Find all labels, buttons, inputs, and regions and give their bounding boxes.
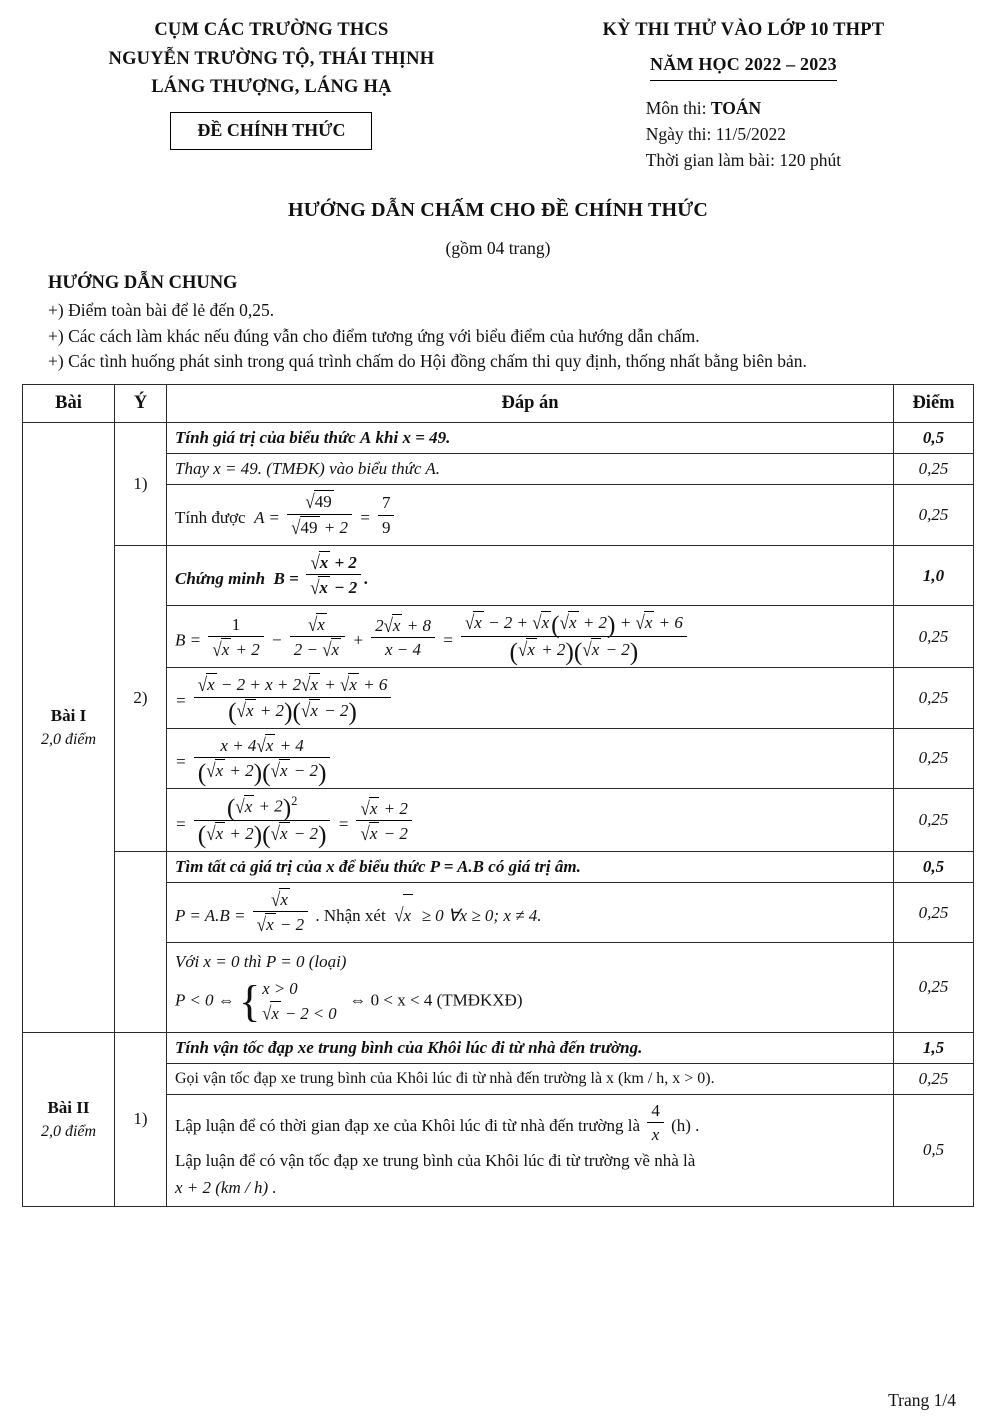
general-guide-title: HƯỚNG DẪN CHUNG: [48, 273, 238, 294]
answer-cell-heading-2: Chứng minh B = $\frac{√x + 2}{√x - 2}$ .: [167, 545, 894, 605]
answer-cell: [167, 606, 894, 668]
q3-note-cond: ≥ 0 ∀x ≥ 0; x ≠ 4.: [421, 905, 542, 925]
table-row: [23, 423, 974, 454]
q1-step-2: Tính được A = $\frac{√49}{√49 + 2}$ = $\frac{7}{9}$: [175, 490, 885, 539]
q4-step-2-expr: x + 2 (km / h) .: [175, 1178, 277, 1198]
answer-cell: [167, 1094, 894, 1207]
q3-note-text: . Nhận xét: [315, 905, 386, 925]
answer-key-table: [22, 384, 974, 1207]
q1-head-text: Tính giá trị của biểu thức: [175, 428, 356, 448]
exam-date: Ngày thi: 11/5/2022: [645, 123, 787, 144]
school-cluster-line-1: CỤM CÁC TRƯỜNG THCS: [154, 20, 389, 40]
q1-head-when: khi: [375, 428, 399, 448]
score-cell: 0,5: [894, 1094, 974, 1207]
table-row: [23, 851, 974, 882]
score-cell: 1,5: [894, 1032, 974, 1063]
q3-step-2-line1: Với x = 0 thì P = 0 (loại): [175, 952, 347, 972]
exam-year: NĂM HỌC 2022 – 2023: [650, 51, 837, 81]
cell-bai-1: [23, 423, 115, 1032]
q1-head-var: A: [359, 428, 372, 448]
q4-step-1-text: Lập luận để có thời gian đạp xe của Khôi lúc đi từ nhà đến trường là: [175, 1115, 641, 1135]
school-cluster-line-3: LÁNG THƯỢNG, LÁNG HẠ: [151, 77, 392, 98]
page-count-note: (gồm 04 trang): [445, 238, 551, 259]
q2-step-1: B = $\frac{1}{√x + 2}$ − $\frac{√x}{2 - √x}$ + $\frac{2√x + 8}{x - 4}$ = $\frac{√x - 2 + √x(√x + 2) + √x + 6}{(√x + 2)(√x - 2)}$: [175, 611, 885, 662]
subject-line: [646, 95, 841, 121]
school-cluster-line-2: NGUYỄN TRƯỜNG TỘ, THÁI THỊNH: [108, 48, 435, 69]
answer-cell-heading-4: Tính vận tốc đạp xe trung bình của Khôi lúc đi từ nhà đến trường.: [167, 1032, 894, 1063]
q2-step-3: = $\frac{x + 4√x + 4}{(√x + 2)(√x - 2)}$: [175, 734, 885, 783]
cell-y-1-2: 2): [115, 545, 167, 851]
answer-cell: Gọi vận tốc đạp xe trung bình của Khôi lúc đi từ nhà đến trường là x (km / h, x > 0).: [167, 1063, 894, 1094]
table-row: [23, 1032, 974, 1063]
q2-step-2: = $\frac{√x - 2 + x + 2√x + √x + 6}{(√x + 2)(√x - 2)}$: [175, 673, 885, 722]
q3-conclusion: ⇔ 0 < x < 4 (TMĐKXĐ): [349, 990, 523, 1010]
answer-cell-heading-3: Tìm tất cả giá trị của x để biểu thức P = A.B có giá trị âm.: [167, 851, 894, 882]
column-header-y: Ý: [115, 385, 167, 423]
cell-y-1-1: 1): [115, 423, 167, 545]
exam-meta: [646, 95, 841, 174]
q4-step-1: Lập luận để có thời gian đạp xe của Khôi lúc đi từ nhà đến trường là $\frac{4}{x}$ (h) .: [175, 1100, 700, 1144]
answer-cell-heading-1: [167, 423, 894, 454]
subject-value: TOÁN: [710, 97, 762, 118]
general-guide-line-2: +) Các cách làm khác nếu đúng vẫn cho điểm tương ứng với biểu điểm của hướng dẫn chấm.: [48, 325, 700, 346]
score-cell: 0,25: [894, 943, 974, 1032]
general-guide-line-1: +) Điểm toàn bài để lẻ đến 0,25.: [48, 300, 275, 321]
bai-1-score: 2,0 điểm: [40, 731, 97, 749]
q2-step-4: = $\frac{(√x + 2)^2}{(√x + 2)(√x - 2)}$ = $\frac{√x + 2}{√x - 2}$: [175, 794, 885, 846]
score-cell: 0,25: [894, 668, 974, 728]
q3-step-2-line2: P < 0 ⇔ { x > 0 √x − 2 < 0 ⇔ 0 < x < 4 (TMĐKXĐ): [175, 977, 523, 1026]
answer-cell: [167, 882, 894, 942]
table-header-row: [23, 385, 974, 423]
column-header-dapan: Đáp án: [167, 385, 894, 423]
answer-cell: [167, 789, 894, 852]
score-cell: 0,25: [894, 882, 974, 942]
general-guide-section: [0, 273, 996, 374]
q2-head-text: Chứng minh: [175, 568, 266, 588]
answer-cell: [167, 668, 894, 728]
score-cell: 0,25: [894, 789, 974, 852]
answer-cell: [167, 485, 894, 545]
q1-step-1: Thay x = 49. (TMĐK) vào biểu thức A.: [175, 459, 441, 479]
score-cell: 0,25: [894, 728, 974, 788]
q1-step-2-text: Tính được: [175, 508, 246, 528]
answer-cell: [167, 943, 894, 1032]
score-cell: 1,0: [894, 545, 974, 605]
bai-2-score: 2,0 điểm: [40, 1123, 97, 1141]
table-row: [23, 545, 974, 605]
header-right-block: [517, 14, 970, 173]
q3-step-1: P = A.B = $\frac{√x}{√x - 2}$ . Nhận xét √x ≥ 0 ∀x ≥ 0; x ≠ 4.: [175, 888, 542, 936]
exam-duration: Thời gian làm bài: 120 phút: [645, 150, 842, 171]
q1-head-value: x = 49.: [402, 428, 451, 448]
score-cell: 0,25: [894, 606, 974, 668]
score-cell: 0,25: [894, 485, 974, 545]
score-cell: 0,5: [894, 851, 974, 882]
answer-cell: [167, 454, 894, 485]
exam-title: KỲ THI THỬ VÀO LỚP 10 THPT: [602, 20, 885, 40]
bai-2-label: Bài II: [47, 1097, 90, 1117]
exam-year-wrap: [517, 51, 970, 81]
cell-y-1-3: [115, 851, 167, 1032]
page-footer: Trang 1/4: [888, 1390, 956, 1410]
q4-step-1-unit: (h) .: [671, 1115, 700, 1135]
header-left-block: [26, 14, 517, 173]
cell-bai-2: [23, 1032, 115, 1207]
official-exam-badge: ĐỀ CHÍNH THỨC: [170, 112, 372, 150]
document-header: [0, 0, 996, 173]
column-header-diem: Điểm: [894, 385, 974, 423]
bai-1-label: Bài I: [50, 705, 87, 725]
score-cell: 0,25: [894, 454, 974, 485]
answer-cell: [167, 728, 894, 788]
score-cell: 0,25: [894, 1063, 974, 1094]
column-header-bai: Bài: [23, 385, 115, 423]
subject-label: Môn thi:: [645, 97, 707, 118]
page-title: HƯỚNG DẪN CHẤM CHO ĐỀ CHÍNH THỨC: [287, 199, 709, 222]
score-cell: 0,5: [894, 423, 974, 454]
cell-y-2-1: 1): [115, 1032, 167, 1207]
q4-step-2-text: Lập luận để có vận tốc đạp xe trung bình của Khôi lúc đi từ trường về nhà là: [175, 1150, 696, 1170]
general-guide-line-3: +) Các tình huống phát sinh trong quá trình chấm do Hội đồng chấm thi quy định, thống nhất bằng biên bản.: [48, 351, 807, 372]
